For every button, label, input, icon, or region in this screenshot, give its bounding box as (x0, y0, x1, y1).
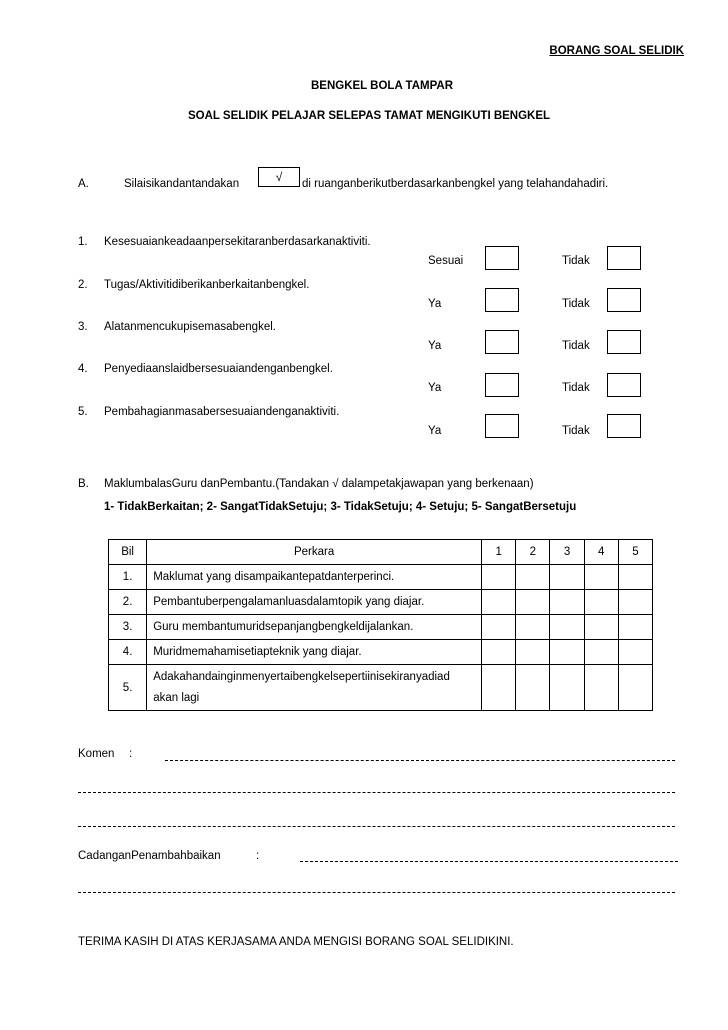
section-a-letter: A. (78, 178, 89, 190)
item-4-number: 4. (78, 363, 88, 375)
row-perkara: Maklumat yang disampaikantepatdanterperinci. (147, 565, 482, 590)
cadangan-colon: : (256, 850, 260, 862)
item-2-text: Tugas/Aktivitidiberikanberkaitanbengkel. (104, 279, 310, 291)
header-score-2: 2 (516, 540, 550, 565)
score-cell[interactable] (516, 640, 550, 665)
cadangan-label: CadanganPenambahbaikan (78, 850, 221, 862)
score-cell[interactable] (618, 665, 652, 711)
item-2-option-no-label: Tidak (562, 298, 590, 310)
score-cell[interactable] (516, 590, 550, 615)
komen-colon: : (129, 748, 133, 760)
table-row (109, 615, 653, 640)
score-cell[interactable] (516, 565, 550, 590)
score-cell[interactable] (618, 615, 652, 640)
item-1-option-no-label: Tidak (562, 255, 590, 267)
item-4-yes-checkbox[interactable] (485, 373, 519, 397)
table-header-row (109, 540, 653, 565)
score-cell[interactable] (550, 640, 584, 665)
score-cell[interactable] (482, 640, 516, 665)
item-3-no-checkbox[interactable] (607, 330, 641, 354)
score-cell[interactable] (584, 590, 618, 615)
section-b-letter: B. (78, 478, 89, 490)
thank-you-note: TERIMA KASIH DI ATAS KERJASAMA ANDA MENGISI BORANG SOAL SELIDIKINI. (78, 936, 514, 948)
item-1-yes-checkbox[interactable] (485, 246, 519, 270)
tick-mark-icon: √ (275, 170, 283, 184)
header-bil: Bil (109, 540, 147, 565)
row-perkara (147, 665, 482, 711)
rating-scale: 1- TidakBerkaitan; 2- SangatTidakSetuju; 3- TidakSetuju; 4- Setuju; 5- SangatBersetuju (104, 501, 577, 513)
item-5-text: Pembahagianmasabersesuaiandenganaktiviti. (104, 406, 340, 418)
item-4-option-yes-label: Ya (428, 382, 442, 394)
section-b-instruction: MaklumbalasGuru danPembantu.(Tandakan √ dalampetakjawapan yang berkenaan) (104, 478, 534, 490)
item-2-number: 2. (78, 279, 88, 291)
item-3-option-yes-label: Ya (428, 340, 442, 352)
row-perkara: Pembantuberpengalamanluasdalamtopik yang diajar. (147, 590, 482, 615)
score-cell[interactable] (584, 565, 618, 590)
section-a-instruction-start: Silaisikandantandakan (124, 178, 240, 190)
row-bil: 4. (109, 640, 147, 665)
score-cell[interactable] (550, 615, 584, 640)
item-1-no-checkbox[interactable] (607, 246, 641, 270)
item-5-number: 5. (78, 406, 88, 418)
komen-line-3[interactable] (78, 826, 675, 827)
score-cell[interactable] (618, 640, 652, 665)
table-row (109, 665, 653, 711)
score-cell[interactable] (584, 615, 618, 640)
item-1-number: 1. (78, 236, 88, 248)
item-3-text: Alatanmencukupisemasabengkel. (104, 321, 276, 333)
table-row (109, 590, 653, 615)
score-cell[interactable] (618, 565, 652, 590)
item-5-option-no-label: Tidak (562, 425, 590, 437)
item-5-yes-checkbox[interactable] (485, 414, 519, 438)
score-cell[interactable] (482, 665, 516, 711)
page-title (0, 80, 728, 92)
score-cell[interactable] (482, 590, 516, 615)
item-5-no-checkbox[interactable] (607, 414, 641, 438)
item-3-number: 3. (78, 321, 88, 333)
score-cell[interactable] (482, 565, 516, 590)
score-cell[interactable] (482, 615, 516, 640)
score-cell[interactable] (516, 665, 550, 711)
row-bil: 2. (109, 590, 147, 615)
komen-label: Komen (78, 748, 115, 760)
item-2-yes-checkbox[interactable] (485, 288, 519, 312)
header-score-1: 1 (482, 540, 516, 565)
item-2-option-yes-label: Ya (428, 298, 442, 310)
score-cell[interactable] (550, 590, 584, 615)
row-perkara: Guru membantumuridsepanjangbengkeldijalankan. (147, 615, 482, 640)
item-1-text: Kesesuaiankeadaanpersekitaranberdasarkanaktiviti. (104, 236, 371, 248)
section-a-instruction-end: di ruanganberikutberdasarkanbengkel yang telahandahadiri. (302, 178, 609, 190)
item-3-option-no-label: Tidak (562, 340, 590, 352)
row-bil: 3. (109, 615, 147, 640)
feedback-table (108, 539, 653, 711)
header-perkara: Perkara (147, 540, 482, 565)
header-score-5: 5 (618, 540, 652, 565)
item-4-text: Penyediaanslaidbersesuaiandenganbengkel. (104, 363, 333, 375)
page-subtitle: SOAL SELIDIK PELAJAR SELEPAS TAMAT MENGIKUTI BENGKEL (188, 110, 551, 122)
row-perkara-line-2: akan lagi (153, 691, 200, 704)
header-score-4: 4 (584, 540, 618, 565)
form-tag: BORANG SOAL SELIDIK (549, 45, 684, 57)
score-cell[interactable] (584, 640, 618, 665)
score-cell[interactable] (550, 665, 584, 711)
score-cell[interactable] (584, 665, 618, 711)
item-4-no-checkbox[interactable] (607, 373, 641, 397)
title-text: BENGKEL BOLA TAMPAR (310, 80, 454, 92)
row-bil: 1. (109, 565, 147, 590)
item-5-option-yes-label: Ya (428, 425, 442, 437)
score-cell[interactable] (516, 615, 550, 640)
row-perkara: Muridmemahamisetiapteknik yang diajar. (147, 640, 482, 665)
row-perkara-line-1: Adakahandainginmenyertaibengkelsepertiinisekiranyadiad (153, 670, 450, 683)
cadangan-line-1[interactable] (300, 861, 678, 862)
tick-sample-box (258, 167, 300, 187)
komen-line-2[interactable] (78, 792, 675, 793)
row-bil: 5. (109, 665, 147, 711)
table-row (109, 640, 653, 665)
item-3-yes-checkbox[interactable] (485, 330, 519, 354)
cadangan-line-2[interactable] (78, 892, 675, 893)
item-1-option-yes-label: Sesuai (428, 255, 464, 267)
komen-line-1[interactable] (165, 760, 675, 761)
header-score-3: 3 (550, 540, 584, 565)
table-row (109, 565, 653, 590)
score-cell[interactable] (550, 565, 584, 590)
item-2-no-checkbox[interactable] (607, 288, 641, 312)
item-4-option-no-label: Tidak (562, 382, 590, 394)
score-cell[interactable] (618, 590, 652, 615)
